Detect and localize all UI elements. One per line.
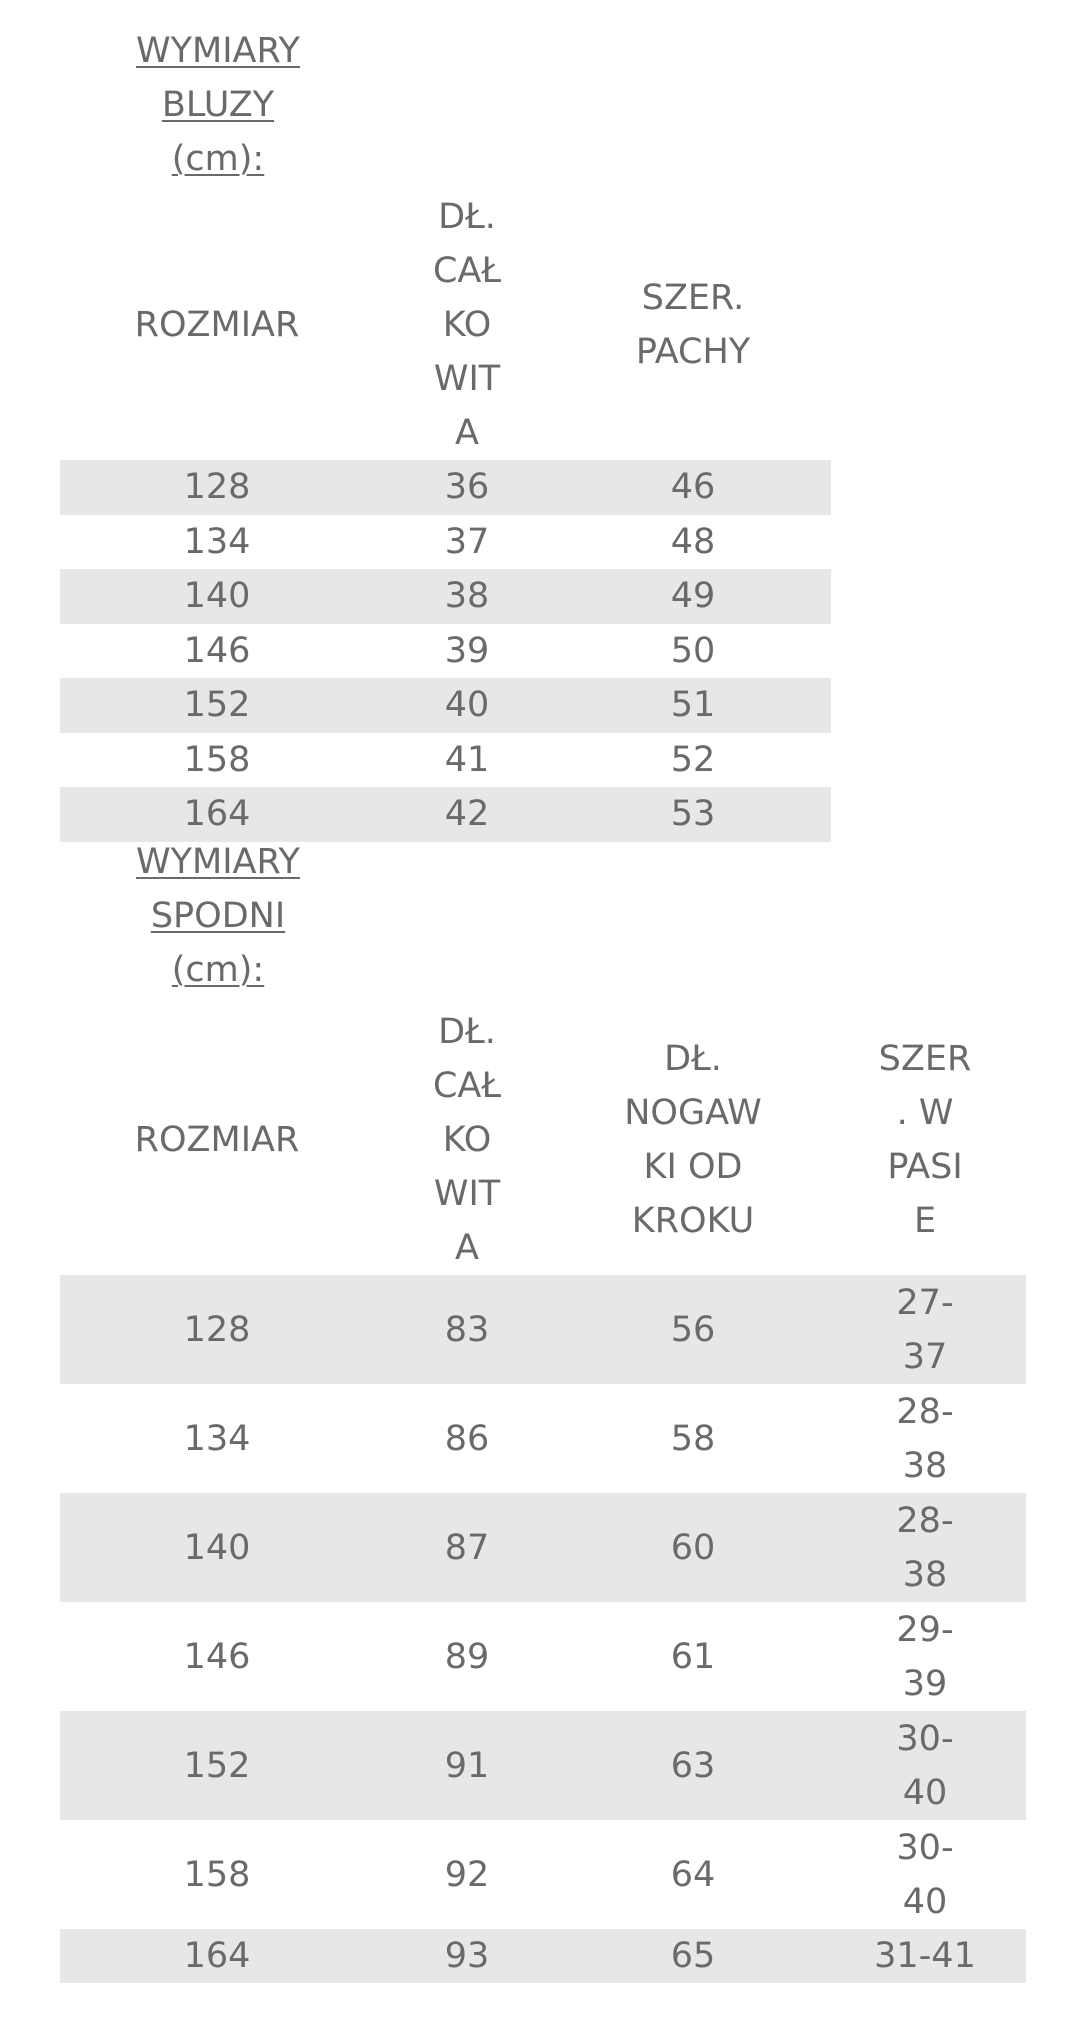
table-cell-text: 89 bbox=[444, 1636, 490, 1677]
column-header bbox=[578, 1005, 808, 1275]
table-cell bbox=[392, 787, 542, 842]
column-header-line: DŁ. bbox=[664, 1039, 722, 1079]
table-cell-text: 164 bbox=[183, 1936, 251, 1976]
table-cell bbox=[578, 1820, 808, 1929]
table-cell bbox=[87, 1711, 347, 1820]
table-cell-text: 30- bbox=[896, 1827, 954, 1868]
table-cell bbox=[392, 1602, 542, 1711]
table-cell-text: 83 bbox=[444, 1309, 490, 1350]
table-cell-text: 28- bbox=[896, 1500, 954, 1541]
table-cell-text: 49 bbox=[670, 576, 716, 617]
column-header-line: A bbox=[455, 413, 479, 453]
table-cell bbox=[392, 569, 542, 624]
table-cell bbox=[578, 1929, 808, 1983]
table-cell-text: 48 bbox=[670, 521, 716, 562]
trousers-title-line: WYMIARY bbox=[136, 842, 300, 882]
table-cell bbox=[825, 1602, 1025, 1711]
table-cell-text: 37 bbox=[444, 521, 490, 562]
table-cell bbox=[392, 678, 542, 733]
table-cell-text: 93 bbox=[444, 1936, 490, 1976]
table-cell-text: 158 bbox=[183, 1854, 251, 1895]
table-cell-text: 39 bbox=[902, 1663, 948, 1704]
sweatshirt-title-line: (cm): bbox=[171, 139, 265, 179]
column-header-line: WIT bbox=[433, 1174, 501, 1214]
table-cell bbox=[87, 624, 347, 679]
table-cell bbox=[87, 1602, 347, 1711]
table-cell-text: 46 bbox=[670, 467, 716, 508]
table-cell-text: 92 bbox=[444, 1854, 490, 1895]
column-header-line: SZER bbox=[878, 1039, 972, 1079]
column-header-line: PASI bbox=[887, 1147, 963, 1187]
table-cell-text: 152 bbox=[183, 1745, 251, 1786]
column-header bbox=[578, 190, 808, 460]
table-cell bbox=[392, 460, 542, 515]
table-cell-text: 140 bbox=[183, 1527, 251, 1568]
column-header bbox=[392, 190, 542, 460]
column-header-line: WIT bbox=[433, 359, 501, 399]
column-header bbox=[87, 190, 347, 460]
table-cell-text: 56 bbox=[670, 1309, 716, 1350]
table-cell bbox=[578, 569, 808, 624]
column-header-line: DŁ. bbox=[438, 197, 496, 237]
table-cell-text: 65 bbox=[670, 1936, 716, 1976]
table-cell-text: 39 bbox=[444, 630, 490, 671]
table-cell-text: 61 bbox=[670, 1636, 716, 1677]
table-cell-text: 128 bbox=[183, 1309, 251, 1350]
table-cell bbox=[392, 1820, 542, 1929]
table-cell bbox=[392, 1384, 542, 1493]
table-cell-text: 63 bbox=[670, 1745, 716, 1786]
table-cell bbox=[578, 515, 808, 570]
table-cell-text: 31-41 bbox=[874, 1936, 976, 1976]
table-cell-text: 60 bbox=[670, 1527, 716, 1568]
table-cell bbox=[87, 1275, 347, 1384]
table-cell bbox=[87, 1493, 347, 1602]
table-cell-text: 140 bbox=[183, 576, 251, 617]
table-cell bbox=[392, 733, 542, 788]
column-header-line: KROKU bbox=[631, 1201, 755, 1241]
table-cell-text: 128 bbox=[183, 467, 251, 508]
table-cell-text: 64 bbox=[670, 1854, 716, 1895]
table-cell bbox=[825, 1929, 1025, 1983]
column-header-line: CAŁ bbox=[432, 251, 502, 291]
table-cell-text: 146 bbox=[183, 630, 251, 671]
column-header-line: NOGAW bbox=[624, 1093, 762, 1133]
table-cell bbox=[578, 460, 808, 515]
table-cell bbox=[392, 1929, 542, 1983]
table-cell-text: 52 bbox=[670, 739, 716, 780]
sweatshirt-title-line: BLUZY bbox=[161, 85, 275, 125]
table-cell-text: 30- bbox=[896, 1718, 954, 1759]
column-header bbox=[392, 1005, 542, 1275]
table-cell bbox=[392, 1493, 542, 1602]
table-cell bbox=[578, 733, 808, 788]
table-cell-text: 146 bbox=[183, 1636, 251, 1677]
table-cell-text: 134 bbox=[183, 521, 251, 562]
column-header-line: KO bbox=[442, 1120, 492, 1160]
column-header-line: . W bbox=[896, 1093, 954, 1133]
table-cell-text: 42 bbox=[444, 794, 490, 835]
table-cell bbox=[87, 1820, 347, 1929]
column-header bbox=[87, 1005, 347, 1275]
table-cell bbox=[87, 787, 347, 842]
table-cell-text: 58 bbox=[670, 1418, 716, 1459]
trousers-title-line: SPODNI bbox=[150, 896, 286, 936]
table-cell-text: 40 bbox=[902, 1881, 948, 1922]
table-cell-text: 28- bbox=[896, 1391, 954, 1432]
table-cell-text: 91 bbox=[444, 1745, 490, 1786]
table-cell bbox=[87, 569, 347, 624]
table-cell-text: 158 bbox=[183, 739, 251, 780]
table-cell-text: 27- bbox=[896, 1282, 954, 1323]
table-cell bbox=[87, 678, 347, 733]
column-header-line: E bbox=[913, 1201, 937, 1241]
table-cell-text: 40 bbox=[444, 685, 490, 726]
table-cell-text: 152 bbox=[183, 685, 251, 726]
table-cell-text: 38 bbox=[444, 576, 490, 617]
table-cell-text: 87 bbox=[444, 1527, 490, 1568]
table-cell-text: 50 bbox=[670, 630, 716, 671]
trousers-title-line: (cm): bbox=[171, 950, 265, 990]
column-header-line: SZER. bbox=[641, 278, 745, 318]
column-header bbox=[825, 1005, 1025, 1275]
column-header-line: A bbox=[455, 1228, 479, 1268]
table-cell-text: 41 bbox=[444, 739, 490, 780]
table-cell bbox=[392, 1275, 542, 1384]
sweatshirt-title-line: WYMIARY bbox=[136, 31, 300, 71]
table-cell bbox=[578, 1602, 808, 1711]
table-cell bbox=[578, 787, 808, 842]
table-cell-text: 37 bbox=[902, 1336, 948, 1377]
table-cell bbox=[578, 1493, 808, 1602]
column-header-line: DŁ. bbox=[438, 1012, 496, 1052]
column-header-line: ROZMIAR bbox=[134, 1120, 300, 1160]
table-cell-text: 40 bbox=[902, 1772, 948, 1813]
table-cell bbox=[825, 1275, 1025, 1384]
table-cell bbox=[825, 1711, 1025, 1820]
sweatshirt-section-title bbox=[88, 24, 348, 186]
column-header-line: PACHY bbox=[635, 332, 751, 372]
table-cell bbox=[825, 1493, 1025, 1602]
table-cell-text: 51 bbox=[670, 685, 716, 726]
table-cell bbox=[578, 1275, 808, 1384]
table-cell bbox=[87, 733, 347, 788]
table-cell-text: 86 bbox=[444, 1418, 490, 1459]
column-header-line: ROZMIAR bbox=[134, 305, 300, 345]
table-cell bbox=[87, 460, 347, 515]
trousers-section-title bbox=[88, 835, 348, 997]
column-header-line: KI OD bbox=[643, 1147, 743, 1187]
table-cell-text: 29- bbox=[896, 1609, 954, 1650]
table-cell-text: 36 bbox=[444, 467, 490, 508]
column-header-line: KO bbox=[442, 305, 492, 345]
table-cell-text: 38 bbox=[902, 1445, 948, 1486]
table-cell-text: 38 bbox=[902, 1554, 948, 1595]
table-cell bbox=[87, 1384, 347, 1493]
table-cell bbox=[392, 1711, 542, 1820]
table-cell bbox=[87, 515, 347, 570]
table-cell bbox=[392, 515, 542, 570]
table-cell bbox=[825, 1384, 1025, 1493]
table-cell-text: 134 bbox=[183, 1418, 251, 1459]
table-cell bbox=[578, 678, 808, 733]
table-cell bbox=[578, 1711, 808, 1820]
table-cell bbox=[392, 624, 542, 679]
table-cell-text: 164 bbox=[183, 794, 251, 835]
table-cell bbox=[825, 1820, 1025, 1929]
table-cell-text: 53 bbox=[670, 794, 716, 835]
table-cell bbox=[578, 1384, 808, 1493]
column-header-line: CAŁ bbox=[432, 1066, 502, 1106]
table-cell bbox=[578, 624, 808, 679]
table-cell bbox=[87, 1929, 347, 1983]
